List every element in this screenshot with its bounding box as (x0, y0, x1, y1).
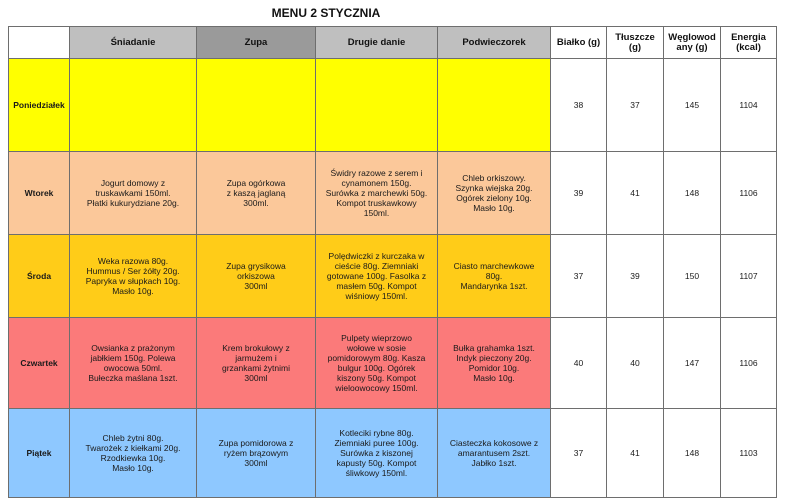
value-bialko: 38 (551, 59, 607, 152)
day-label: Poniedziałek (9, 59, 70, 152)
meal-text: Ciasto marchewkowe 80g. Mandarynka 1szt. (453, 261, 535, 291)
meal-text: Weka razowa 80g. Hummus / Ser żółty 20g. Papryka w słupkach 10g. Masło 10g. (85, 256, 181, 296)
value-energia: 1103 (721, 409, 777, 498)
header-corner (9, 27, 70, 59)
value-bialko: 37 (551, 235, 607, 318)
meal-text: Owsianka z prażonym jabłkiem 150g. Polewa owocowa 50ml. Bułeczka maślana 1szt. (88, 343, 178, 383)
meal-text: Chleb orkiszowy. Szynka wiejska 20g. Ogórek zielony 10g. Masło 10g. (455, 173, 533, 213)
meal-cell-sniadanie (70, 235, 197, 318)
value-tluszcze: 40 (607, 318, 664, 409)
meal-text: Krem brokułowy z jarmużem i grzankami żytnimi 300ml (221, 343, 291, 383)
value-tluszcze: 37 (607, 59, 664, 152)
col-header-zupa: Zupa (197, 27, 316, 59)
table-row (9, 152, 777, 235)
value-tluszcze: 41 (607, 409, 664, 498)
meal-cell-zupa (197, 318, 316, 409)
meal-cell-sniadanie (70, 318, 197, 409)
meal-cell-drugie-danie (316, 152, 438, 235)
value-weglowodany: 145 (664, 59, 721, 152)
col-header-drugie-danie: Drugie danie (316, 27, 438, 59)
meal-cell-podwieczorek (438, 152, 551, 235)
col-header-podwieczorek: Podwieczorek (438, 27, 551, 59)
meal-cell-drugie-danie (316, 235, 438, 318)
meal-text: Świdry razowe z serem i cynamonem 150g. Surówka z marchewki 50g. Kompot truskawkowy 150ml. (325, 168, 428, 218)
value-bialko: 39 (551, 152, 607, 235)
value-weglowodany: 148 (664, 152, 721, 235)
value-tluszcze: 41 (607, 152, 664, 235)
day-label: Wtorek (9, 152, 70, 235)
meal-cell-drugie-danie (316, 318, 438, 409)
table-row (9, 409, 777, 498)
meal-cell-podwieczorek (438, 409, 551, 498)
table-row (9, 235, 777, 318)
meal-cell-podwieczorek (438, 59, 551, 152)
meal-cell-zupa (197, 235, 316, 318)
value-bialko: 37 (551, 409, 607, 498)
meal-text: Zupa grysikowa orkiszowa 300ml (226, 261, 286, 291)
meal-cell-drugie-danie (316, 409, 438, 498)
meal-cell-sniadanie (70, 152, 197, 235)
header-row (9, 27, 777, 59)
value-weglowodany: 150 (664, 235, 721, 318)
value-energia: 1107 (721, 235, 777, 318)
meal-text: Jogurt domowy z truskawkami 150ml. Płatki kukurydziane 20g. (86, 178, 180, 208)
meal-cell-sniadanie (70, 59, 197, 152)
col-header-energia: Energia (kcal) (721, 27, 777, 59)
day-label: Piątek (9, 409, 70, 498)
meal-text: Kotleciki rybne 80g. Ziemniaki puree 100g. Surówka z kiszonej kapusty 50g. Kompot śliwkowy 150ml. (334, 428, 419, 478)
day-label: Środa (9, 235, 70, 318)
meal-cell-zupa (197, 409, 316, 498)
meal-cell-drugie-danie (316, 59, 438, 152)
col-header-bialko: Białko (g) (551, 27, 607, 59)
menu-title: MENU 2 STYCZNIA (271, 6, 381, 20)
value-energia: 1106 (721, 318, 777, 409)
value-energia: 1106 (721, 152, 777, 235)
meal-text: Bułka grahamka 1szt. Indyk pieczony 20g. Pomidor 10g. Masło 10g. (453, 343, 535, 383)
value-energia: 1104 (721, 59, 777, 152)
menu-table (8, 26, 777, 498)
table-row (9, 318, 777, 409)
meal-cell-zupa (197, 152, 316, 235)
meal-text: Polędwiczki z kurczaka w cieście 80g. Ziemniaki gotowane 100g. Fasolka z masłem 50g. Kompot wiśniowy 150ml. (326, 251, 427, 301)
col-header-tluszcze: Tłuszcze (g) (607, 27, 664, 59)
meal-text: Chleb żytni 80g. Twarożek z kiełkami 20g. Rzodkiewka 10g. Masło 10g. (85, 433, 181, 473)
table-row (9, 59, 777, 152)
meal-cell-zupa (197, 59, 316, 152)
meal-cell-podwieczorek (438, 318, 551, 409)
meal-cell-sniadanie (70, 409, 197, 498)
value-tluszcze: 39 (607, 235, 664, 318)
day-label: Czwartek (9, 318, 70, 409)
meal-text: Ciasteczka kokosowe z amarantusem 2szt. Jabłko 1szt. (449, 438, 539, 468)
value-weglowodany: 148 (664, 409, 721, 498)
col-header-weglowodany: Węglowod any (g) (664, 27, 721, 59)
meal-text: Zupa ogórkowa z kaszą jaglaną 300ml. (226, 178, 286, 208)
meal-cell-podwieczorek (438, 235, 551, 318)
value-bialko: 40 (551, 318, 607, 409)
meal-text: Pulpety wieprzowo wołowe w sosie pomidorowym 80g. Kasza bulgur 100g. Ogórek kiszony 50g. Kompot wieloowocowy 150ml. (327, 333, 426, 393)
col-header-sniadanie: Śniadanie (70, 27, 197, 59)
meal-text: Zupa pomidorowa z ryżem brązowym 300ml (218, 438, 294, 468)
value-weglowodany: 147 (664, 318, 721, 409)
